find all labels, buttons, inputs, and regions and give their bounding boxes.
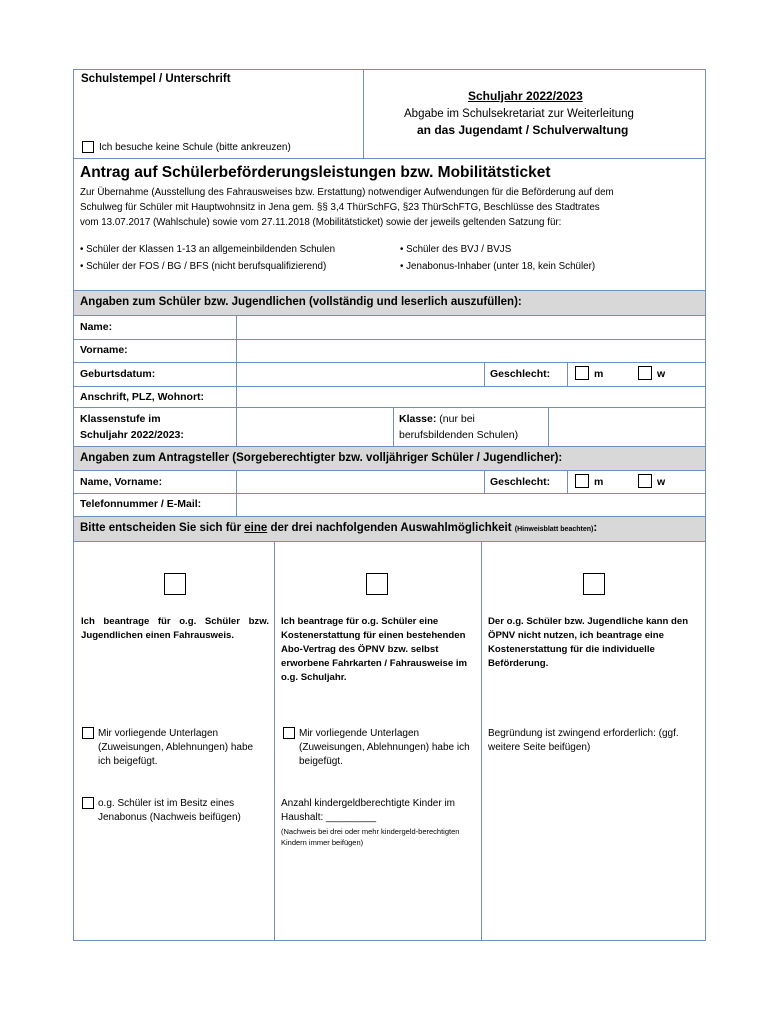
class-note: berufsbildenden Schulen) (399, 429, 519, 441)
header-bottom-line (73, 158, 706, 159)
applicant-gender-w-checkbox[interactable] (638, 474, 652, 488)
col1-docs-text: Mir vorliegende Unterlagen (Zuweisungen, Ablehnungen) habe ich beigefügt. (98, 728, 254, 767)
bullet-item: • Schüler der Klassen 1-13 an allgemeinbildenden Schulen (80, 244, 336, 255)
no-school-checkbox[interactable] (82, 141, 94, 153)
applicant-gender-m-label: m (594, 476, 604, 488)
choice-column-line (481, 541, 482, 941)
choice-column-line (274, 541, 275, 941)
choice-title-pre: Bitte entscheiden Sie sich für (80, 522, 245, 534)
phone-label: Telefonnummer / E-Mail: (80, 498, 202, 510)
option2-checkbox[interactable] (366, 573, 388, 595)
stamp-label: Schulstempel / Unterschrift (81, 73, 231, 85)
bullet-item: • Schüler der FOS / BG / BFS (nicht berufsqualifizierend) (80, 261, 327, 272)
submission-note: Abgabe im Schulsekretariat zur Weiterleitung (404, 108, 634, 120)
grade-label: Schuljahr 2022/2023: (80, 429, 184, 441)
applicant-gender-label: Geschlecht: (490, 476, 551, 488)
choice-title (80, 522, 597, 536)
name-label: Name: (80, 321, 113, 333)
birthdate-label: Geburtsdatum: (80, 368, 156, 380)
children-count-text: Anzahl kindergeldberechtigte Kinder im Haushalt: _________ (281, 798, 455, 823)
col2-docs-checkbox[interactable] (283, 727, 295, 739)
applicant-section-title: Angaben zum Antragsteller (Sorgeberechtigter bzw. volljähriger Schüler / Jugendlicher): (80, 452, 563, 464)
gender-column-line (567, 470, 568, 493)
option2-text: Ich beantrage für o.g. Schüler eine Kostenerstattung für einen bestehenden Abo-Vertrag des ÖPNV bzw. selbst erworbene Fahrkarten / Fahrausweise im o.g. Schuljahr. (281, 616, 468, 683)
row-line (73, 541, 706, 542)
gender-w-label: w (657, 368, 666, 380)
applicant-gender-w-label: w (657, 476, 666, 488)
applicant-name-label: Name, Vorname: (80, 476, 163, 488)
gender-m-checkbox[interactable] (575, 366, 589, 380)
gender-column-line (567, 362, 568, 386)
choice-title-hint: (Hinweisblatt beachten) (514, 526, 594, 533)
no-school-label: Ich besuche keine Schule (bitte ankreuzen) (99, 142, 291, 153)
choice-title-colon: : (593, 522, 598, 534)
col1-docs-checkbox[interactable] (82, 727, 94, 739)
class-column-line (393, 407, 394, 446)
class-note: (nur bei (436, 413, 475, 425)
row-line (73, 290, 706, 291)
gender-m-label: m (594, 368, 604, 380)
option3-checkbox[interactable] (583, 573, 605, 595)
class-label-line-1 (399, 413, 475, 426)
applicant-gender-m-checkbox[interactable] (575, 474, 589, 488)
gender-w-checkbox[interactable] (638, 366, 652, 380)
intro-line-3: vom 13.07.2017 (Wahlschule) sowie vom 27.11.2018 (Mobilitätsticket) sowie der jeweils geltenden Satzung für: (80, 217, 562, 228)
reason-text: Begründung ist zwingend erforderlich: (ggf. weitere Seite beifügen) (488, 728, 679, 753)
bullet-item: • Schüler des BVJ / BVJS (400, 244, 512, 255)
option1-checkbox[interactable] (164, 573, 186, 595)
first-name-label: Vorname: (80, 344, 128, 356)
applicant-name-input[interactable] (238, 471, 483, 492)
label-column-line (236, 470, 237, 516)
intro-line-2: Schulweg für Schüler mit Hauptwohnsitz in Jena gem. §§ 3,4 ThürSchFG, §23 ThürSchFTG, Beschlüsse des Stadtrates (80, 202, 600, 213)
grade-input[interactable] (238, 408, 392, 445)
children-note: (Nachweis bei drei oder mehr kindergeld-berechtigten Kindern immer beifügen) (281, 827, 460, 847)
name-input[interactable] (238, 316, 705, 338)
choice-title-post: der drei nachfolgenden Auswahlmöglichkeit (267, 522, 515, 534)
class-column-line (548, 407, 549, 446)
bullet-item: • Jenabonus-Inhaber (unter 18, kein Schüler) (400, 261, 596, 272)
col2-docs-text: Mir vorliegende Unterlagen (Zuweisungen, Ablehnungen) habe ich beigefügt. (299, 728, 470, 767)
label-column-line (236, 315, 237, 446)
phone-input[interactable] (238, 494, 705, 515)
intro-line-1: Zur Übernahme (Ausstellung des Fahrausweises bzw. Erstattung) notwendiger Aufwendungen für die Beförderung auf dem (80, 187, 614, 198)
gender-label: Geschlecht: (490, 368, 551, 380)
student-section-title: Angaben zum Schüler bzw. Jugendlichen (vollständig und leserlich auszufüllen): (80, 296, 522, 308)
class-label: Klasse: (399, 413, 437, 425)
birthdate-input[interactable] (238, 363, 483, 385)
destination: an das Jugendamt / Schulverwaltung (417, 123, 629, 137)
header-divider (363, 69, 364, 158)
option3-text: Der o.g. Schüler bzw. Jugendliche kann den ÖPNV nicht nutzen, ich beantrage eine Kostenerstattung für die individuelle Beförderung. (488, 616, 689, 669)
gender-column-line (484, 362, 485, 386)
address-label: Anschrift, PLZ, Wohnort: (80, 391, 205, 403)
option1-text: Ich beantrage für o.g. Schüler bzw. Jugendlichen einen Fahrausweis. (81, 616, 269, 641)
first-name-input[interactable] (238, 340, 705, 361)
school-year: Schuljahr 2022/2023 (468, 89, 583, 103)
jenabonus-text: o.g. Schüler ist im Besitz eines Jenabonus (Nachweis beifügen) (98, 798, 241, 823)
gender-column-line (484, 470, 485, 493)
jenabonus-checkbox[interactable] (82, 797, 94, 809)
address-input[interactable] (238, 387, 705, 406)
grade-label: Klassenstufe im (80, 413, 161, 425)
form-title: Antrag auf Schülerbeförderungsleistungen bzw. Mobilitätsticket (80, 164, 551, 181)
choice-title-emphasis: eine (244, 522, 268, 534)
class-input[interactable] (550, 408, 705, 445)
